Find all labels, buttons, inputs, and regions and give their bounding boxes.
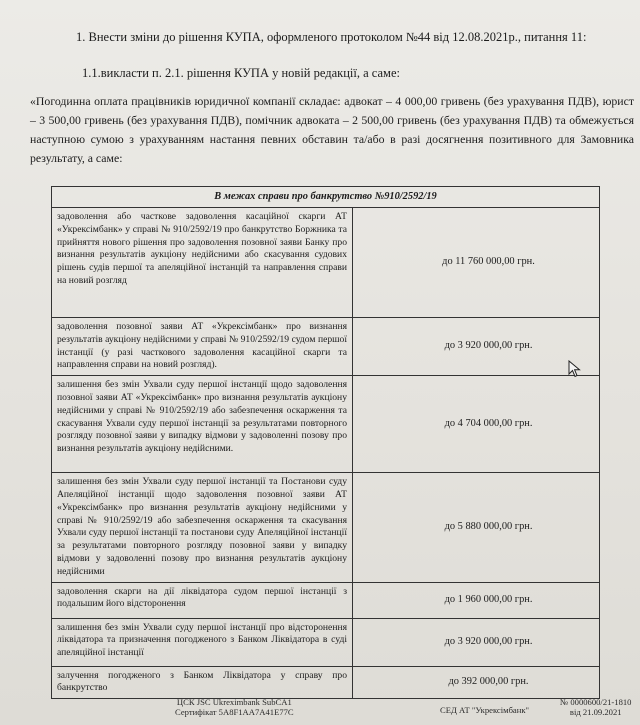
row-amount: до 3 920 000,00 грн. [353, 618, 600, 666]
footer-sed: СЕД АТ "Укрексімбанк" [440, 705, 530, 715]
row-amount: до 11 760 000,00 грн. [353, 208, 600, 318]
row-amount: до 4 704 000,00 грн. [353, 376, 600, 473]
table-row [52, 318, 600, 376]
footer-cert-number: Сертифікат 5A8F1AA7A41E77C [175, 707, 294, 717]
footer-cert-authority: ЦСК JSC Ukreximbank SubCA1 [176, 697, 292, 707]
table-row [52, 666, 600, 699]
item-1-text: 1. Внести зміни до рішення КУПА, оформленого протоколом №44 від 12.08.2021р., питання 11: [76, 30, 587, 44]
footer-reg-date: від 21.09.2021 [569, 707, 622, 717]
row-amount: до 3 920 000,00 грн. [353, 318, 600, 376]
row-description: залишення без змін Ухвали суду першої інстанції про відсторонення ліквідатора та призначення погодженого з Банком Ліквідатора в суді апеляційної інстанції [52, 618, 353, 666]
table-header-row [52, 187, 600, 208]
row-description: задоволення скарги на дії ліквідатора судом першої інстанції з подальшим його відсторонення [52, 582, 353, 618]
row-description: залучення погодженого з Банком Ліквідатора у справу про банкрутство [52, 666, 353, 699]
table-row [52, 582, 600, 618]
row-amount: до 392 000,00 грн. [353, 666, 600, 699]
row-amount: до 5 880 000,00 грн. [353, 473, 600, 582]
row-description: залишення без змін Ухвали суду першої інстанції щодо задоволення позовної заяви АТ «Укрексімбанк» про визнання результатів аукціону недійсними у справі № 910/2592/19 або забезпечення оскарження та скасування Ухвали суду першої інстанції за результатами повторного розгляду позовної заяви у випадку відмови у задоволенні позову про визнання результатів аукціону недійсними. [52, 376, 353, 473]
row-description: задоволення або часткове задоволення касаційної скарги АТ «Укрексімбанк» у справі № 910/2592/19 про банкрутство Боржника та прийняття нового рішення про задоволення позовної заяви Банку про визнання результатів аукціону недійсними або скасування судових рішень судів першої та апеляційної інстанцій та направлення справи на новий розгляд [52, 208, 353, 318]
table-row [52, 618, 600, 666]
footer-certificate [175, 697, 294, 717]
item-1-1-text: 1.1.викласти п. 2.1. рішення КУПА у новій редакції, а саме: [82, 66, 400, 80]
row-description: задоволення позовної заяви АТ «Укрексімбанк» про визнання результатів аукціону недійсними у справі № 910/2592/19 судом першої інстанції (у разі часткового задоволення касаційної скарги та направлення справи на новий розгляд). [52, 318, 353, 376]
intro-paragraph: «Погодинна оплата працівників юридичної компанії складає: адвокат – 4 000,00 гривень (без урахування ПДВ), юрист – 3 500,00 гривень (без урахування ПДВ), помічник адвоката – 2 500,00 гривень (без урахування ПДВ) та обмежується наступною сумою з урахуванням настання певних обставин та/або в разі досягнення позитивного для Замовника результату, а саме: [30, 94, 634, 165]
row-description: залишення без змін Ухвали суду першої інстанції та Постанови суду Апеляційної інстанції щодо задоволення позовної заяви АТ «Укрексімбанк» про визнання результатів аукціону недійсними у справі № 910/2592/19 або забезпечення оскарження та скасування Ухвали суду першої інстанції та постанови суду Апеляційної інстанції за результатами повторного розгляду позовної заяви у випадку відмови у задоволенні позову про визнання результатів аукціону недійсними [52, 473, 353, 582]
table-row [52, 376, 600, 473]
table-row [52, 208, 600, 318]
table-row [52, 473, 600, 582]
fee-table [51, 186, 600, 699]
footer-reg-number: № 0000600/21-1810 [560, 697, 632, 707]
mouse-cursor-icon [568, 360, 582, 378]
table-header: В межах справи про банкрутство №910/2592/19 [52, 187, 600, 208]
row-amount: до 1 960 000,00 грн. [353, 582, 600, 618]
footer-doc-number [560, 697, 631, 717]
